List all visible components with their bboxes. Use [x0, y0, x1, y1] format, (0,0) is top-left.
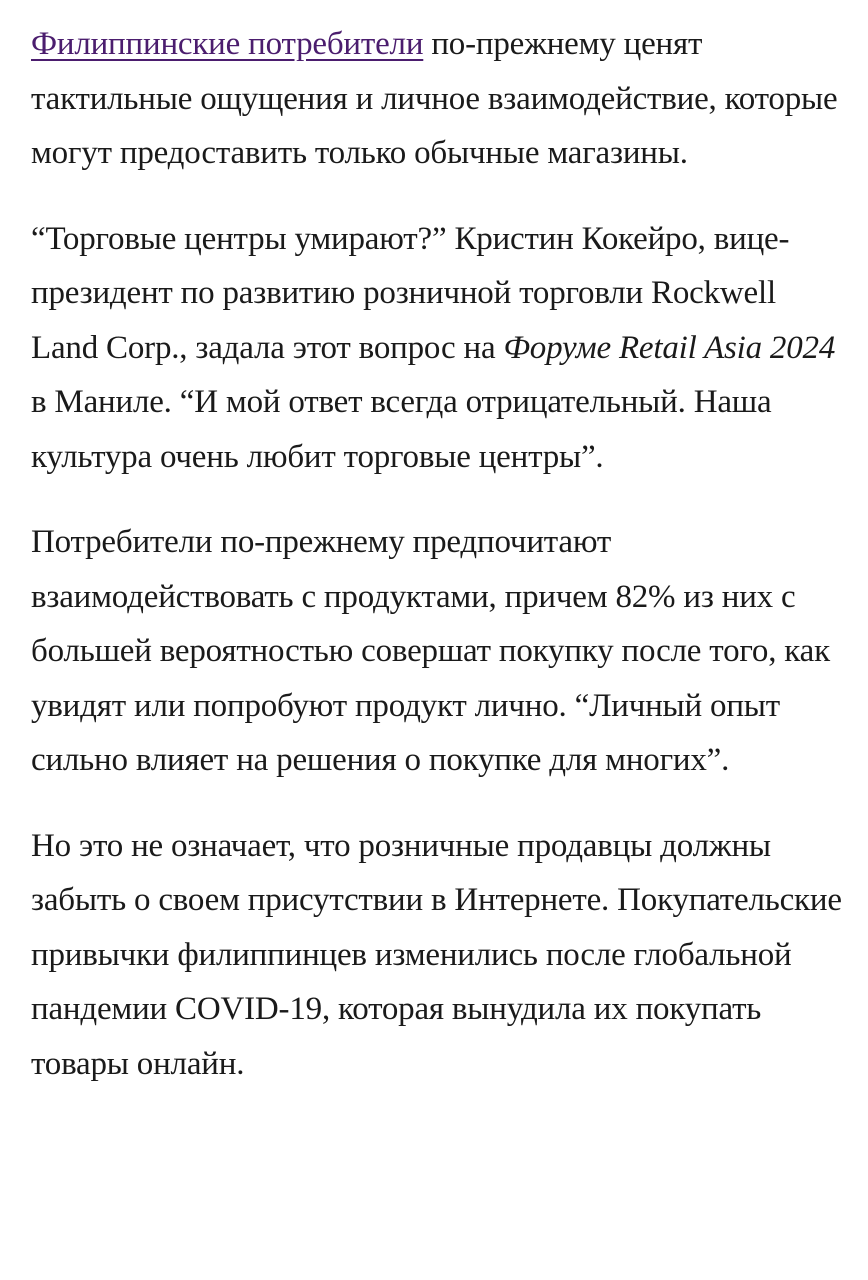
paragraph-2 [31, 212, 843, 485]
article-body [31, 17, 843, 1122]
paragraph-3-text: Потребители по-прежнему предпочитают взаимодействовать с продуктами, причем 82% из них с большей вероятностью совершат покупку после того, как увидят или попробуют продукт лично. “Личный опыт сильно влияет на решения о покупке для многих”. [31, 524, 830, 778]
paragraph-2-text-end: в Маниле. “И мой ответ всегда отрицательный. Наша культура очень любит торговые центры”. [31, 384, 772, 475]
paragraph-4-text: Но это не означает, что розничные продавцы должны забыть о своем присутствии в Интернете. Покупательские привычки филиппинцев изменились после глобальной пандемии COVID-19, которая вынудила их покупать товары онлайн. [31, 827, 842, 1082]
paragraph-3 [31, 515, 843, 788]
paragraph-1-text: по-прежнему ценят тактильные ощущения и личное взаимодействие, которые могут предоставить только обычные магазины. [31, 26, 838, 171]
paragraph-1 [31, 17, 843, 181]
filipino-consumers-link[interactable]: Филиппинские потребители [31, 26, 424, 62]
forum-name: Форуме Retail Asia 2024 [503, 329, 836, 366]
paragraph-2-text-start: “Торговые центры умирают?” Кристин Кокейро, вице-президент по развитию розничной торговли Rockwell Land Corp., задала этот вопрос на [31, 220, 790, 366]
paragraph-4 [31, 819, 843, 1092]
